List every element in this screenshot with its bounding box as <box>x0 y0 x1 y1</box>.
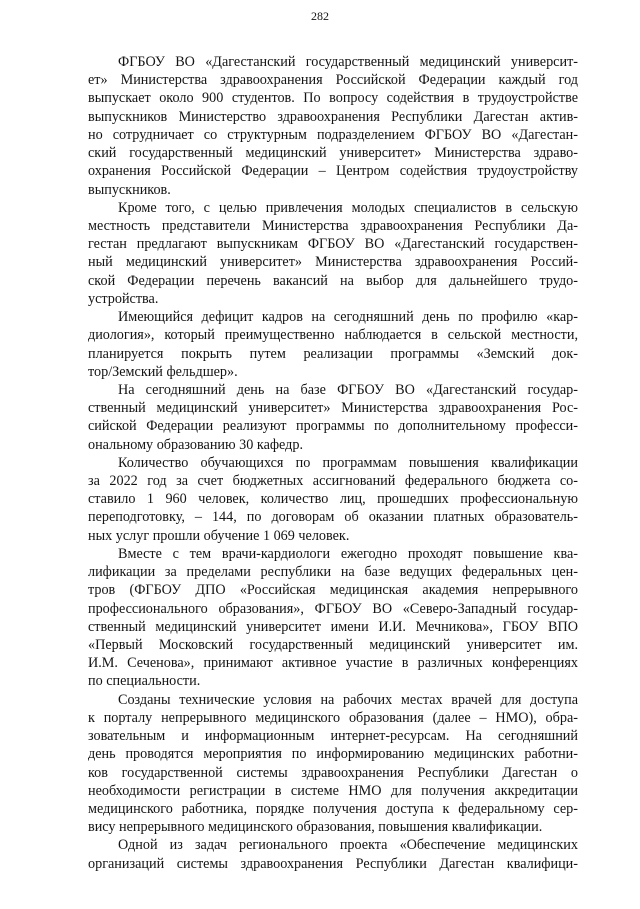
text-line: выпускает около 900 студентов. По вопросу содействия в трудоустройстве <box>88 90 578 107</box>
text-line: организаций системы здравоохранения Республики Дагестан квалифици- <box>88 855 578 872</box>
text-line: На сегодняшний день на базе ФГБОУ ВО «Дагестанский государ- <box>118 381 578 398</box>
text-line: охранения Российской Федерации – Центром содействия трудоустройству <box>88 163 578 180</box>
text-line: ных услуг прошли обучение 1 069 человек. <box>88 527 350 544</box>
text-line: гестан предлагают выпускникам ФГБОУ ВО «Дагестанский государствен- <box>88 236 578 253</box>
text-line: Созданы технические условия на рабочих местах врачей для доступа <box>118 691 578 708</box>
text-line: ственный медицинский университет» Министерства здравоохранения Рос- <box>88 400 578 417</box>
text-line: планируется покрыть путем реализации программы «Земский док- <box>88 345 578 362</box>
text-line: выпускников. <box>88 181 171 198</box>
text-line: профессионального образования», ФГБОУ ВО «Северо-Западный государ- <box>88 600 578 617</box>
text-line: к порталу непрерывного медицинского образования (далее – НМО), обра- <box>88 709 578 726</box>
text-line: ставило 1 960 человек, количество лиц, прошедших профессиональную <box>88 491 578 508</box>
text-line: ский государственный медицинский университет» Министерства здраво- <box>88 145 578 162</box>
text-line: сийской Федерации реализуют программы по дополнительному професси- <box>88 418 578 435</box>
text-line: за 2022 год за счет бюджетных ассигнований федерального бюджета со- <box>88 473 578 490</box>
text-line: вису непрерывного медицинского образования, повышения квалификации. <box>88 819 543 836</box>
page-number: 282 <box>311 9 329 23</box>
text-line: зовательным и информационным интернет-ресурсам. На сегодняшний <box>88 728 578 745</box>
text-line: ФГБОУ ВО «Дагестанский государственный медицинский университ- <box>118 54 578 70</box>
text-line: необходимости регистрации в системе НМО для получения аккредитации <box>88 782 578 799</box>
text-line: но сотрудничает со структурным подразделением ФГБОУ ВО «Дагестан- <box>88 126 578 143</box>
text-line: Одной из задач регионального проекта «Обеспечение медицинских <box>118 837 578 854</box>
text-line: Имеющийся дефицит кадров на сегодняшний день по профилю «кар- <box>118 309 578 326</box>
text-line: «Первый Московский государственный медицинский университет им. <box>88 637 578 653</box>
text-line: ный медицинский университет» Министерства здравоохранения Россий- <box>88 254 578 271</box>
text-line: ской Федерации перечень вакансий на выбор для дальнейшего трудо- <box>88 272 578 289</box>
text-line: Кроме того, с целью привлечения молодых специалистов в сельскую <box>118 199 578 216</box>
text-line: Количество обучающихся по программам повышения квалификации <box>118 454 578 471</box>
text-line: тров (ФГБОУ ДПО «Российская медицинская академия непрерывного <box>88 582 578 599</box>
text-line: устройства. <box>88 290 159 307</box>
text-line: диология», который преимущественно наблюдается в сельской местности, <box>88 327 578 344</box>
text-line: ет» Министерства здравоохранения Российской Федерации каждый год <box>88 72 578 89</box>
text-line: лификации за пределами республики на базе ведущих федеральных цен- <box>88 564 578 581</box>
body-text <box>88 53 578 873</box>
text-line: И.М. Сеченова», принимают активное участие в различных конференциях <box>88 655 578 672</box>
text-line: выпускников Министерство здравоохранения Республики Дагестан актив- <box>88 108 578 125</box>
text-line: ков государственной системы здравоохранения Республики Дагестан о <box>88 764 578 781</box>
text-line: Вместе с тем врачи-кардиологи ежегодно проходят повышение ква- <box>118 545 578 562</box>
text-line: медицинского работника, порядке получения доступа к федеральному сер- <box>88 800 578 817</box>
text-line: переподготовку, – 144, по договорам об оказании платных образователь- <box>88 509 578 526</box>
text-line: ональному образованию 30 кафедр. <box>88 436 304 453</box>
text-line: по специальности. <box>88 673 201 690</box>
text-line: ственный медицинский университет имени И.И. Мечникова», ГБОУ ВПО <box>88 618 578 635</box>
text-line: местность представители Министерства здравоохранения Республики Да- <box>88 217 578 234</box>
text-line: тор/Земский фельдшер». <box>88 363 238 380</box>
text-line: день проводятся мероприятия по информированию медицинских работни- <box>88 746 578 763</box>
